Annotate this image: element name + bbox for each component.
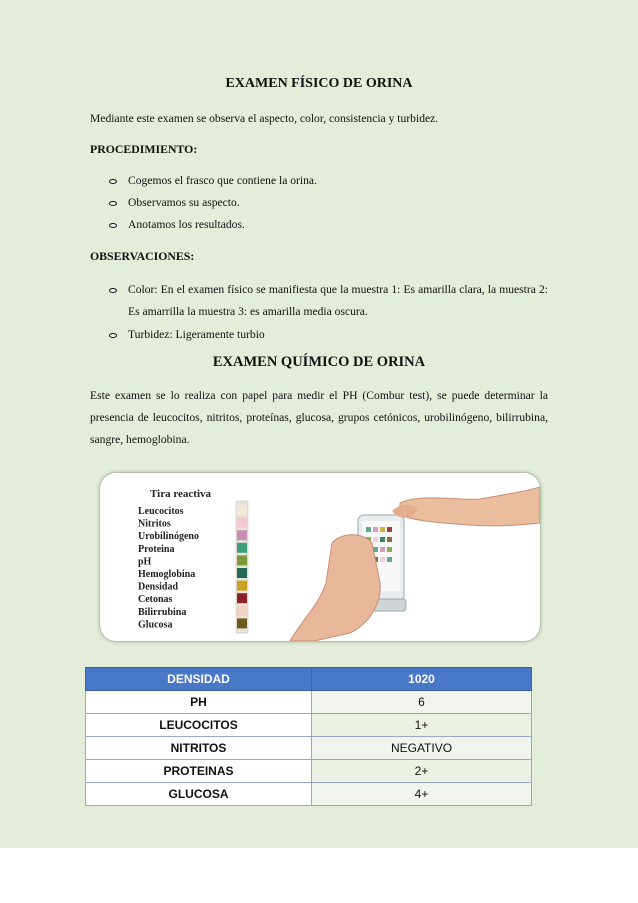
table-cell-label: GLUCOSA [86,783,312,806]
strip-legend-label: Glucosa [138,619,173,631]
bullet-icon [109,288,117,293]
strip-heading: Tira reactiva [150,488,211,500]
strip-legend-label: Densidad [138,581,179,593]
results-table-body [86,668,532,806]
strip-pad [237,505,247,515]
table-row [86,760,532,783]
list-item: Turbidez: Ligeramente turbio [90,324,548,346]
table-cell-label: DENSIDAD [86,668,312,691]
strip-pad [237,568,247,578]
strip-pad [237,543,247,553]
reagent-strip-illustration [100,473,540,641]
strip-legend-label: pH [138,556,152,568]
table-cell-value: 2+ [312,760,532,783]
hands-illustration [290,487,540,641]
strip-legend-label: Leucocitos [138,506,184,517]
list-item: Cogemos el frasco que contiene la orina. [90,170,548,192]
table-row [86,691,532,714]
strip-pad [237,618,247,628]
table-cell-value: 1020 [312,668,532,691]
table-cell-value: 1+ [312,714,532,737]
strip-pad [237,530,247,540]
table-row [86,668,532,691]
table-row [86,783,532,806]
section2-intro: Este examen se lo realiza con papel para medir el PH (Combur test), se puede determinar la presencia de leucocitos, nitritos, proteínas, glucosa, grupos cetónicos, urobilinógeno, bilirrubina, sangre, hemoglobina. [90,389,548,446]
strip-legend-label: Hemoglobina [138,569,196,580]
bullet-icon [109,333,117,338]
table-row [86,714,532,737]
table-row [86,737,532,760]
procedure-heading: PROCEDIMIENTO: [90,142,198,156]
strip-legend-label: Proteina [138,543,175,555]
table-cell-label: PROTEINAS [86,760,312,783]
list-item: Observamos su aspecto. [90,192,548,214]
bullet-icon [109,223,117,228]
strip-pad [237,593,247,603]
section2-title: EXAMEN QUÍMICO DE ORINA [212,354,426,370]
table-cell-value: 6 [312,691,532,714]
strip-legend-label: Bilirrubina [138,606,187,618]
section1-title: EXAMEN FÍSICO DE ORINA [225,76,413,91]
table-cell-label: NITRITOS [86,737,312,760]
table-cell-label: LEUCOCITOS [86,714,312,737]
results-table [85,667,532,806]
section1-intro: Mediante este examen se observa el aspecto, color, consistencia y turbidez. [90,112,439,125]
list-item: Anotamos los resultados. [90,214,548,236]
strip-legend [138,506,199,630]
reagent-strip-figure [100,473,540,641]
list-item: Color: En el examen físico se manifiesta que la muestra 1: Es amarilla clara, la muestra 2: Es amarrilla la muestra 3: es amarilla media oscura. [90,279,548,323]
strip-legend-label: Urobilinógeno [138,531,199,543]
strip-pad [237,518,247,528]
bullet-icon [109,179,117,184]
strip-pad [237,581,247,591]
bullet-icon [109,201,117,206]
strip-pad [237,555,247,565]
table-cell-value: NEGATIVO [312,737,532,760]
strip-pad [237,606,247,616]
table-cell-value: 4+ [312,783,532,806]
table-cell-label: PH [86,691,312,714]
observations-heading: OBSERVACIONES: [90,249,195,263]
procedure-list [90,170,548,236]
observations-list [90,279,548,346]
strip-legend-label: Cetonas [138,594,173,606]
strip-legend-label: Nitritos [138,518,171,530]
